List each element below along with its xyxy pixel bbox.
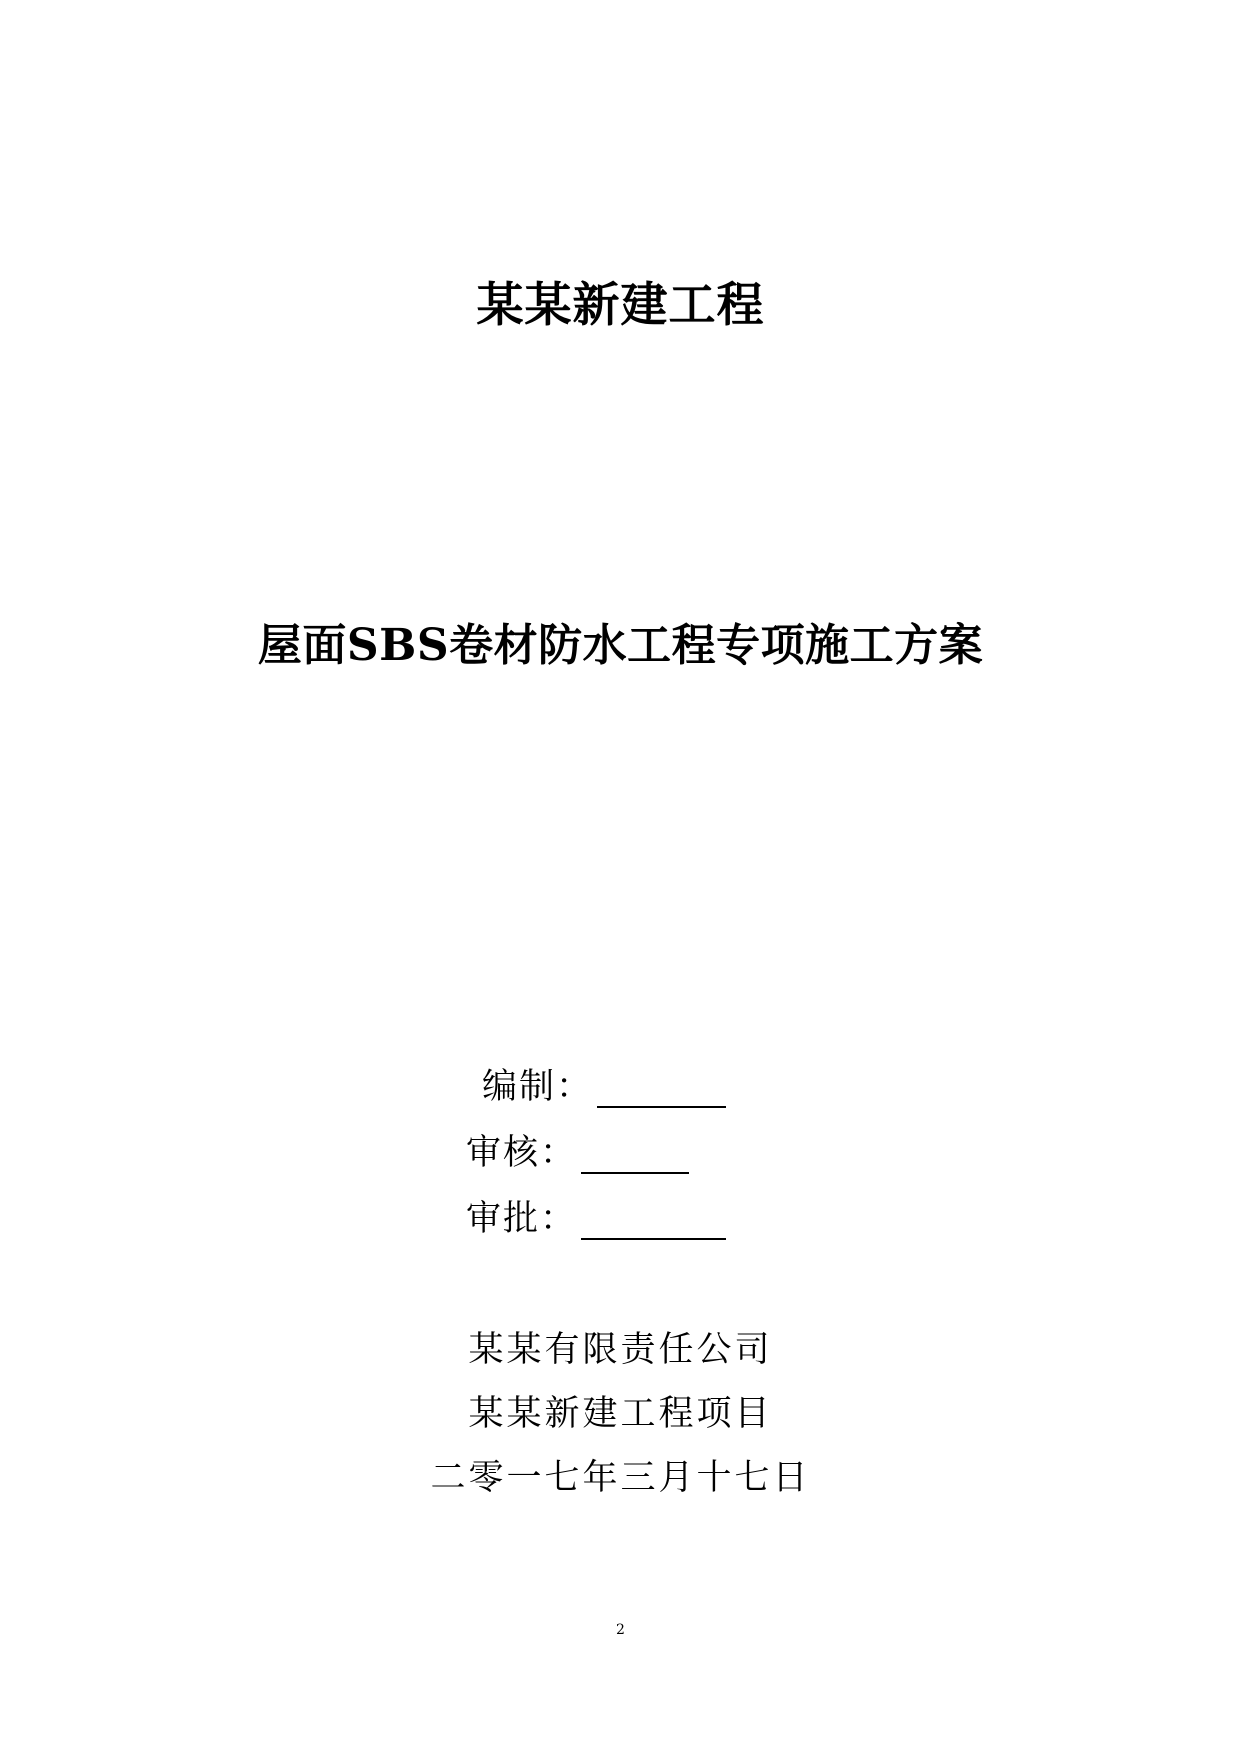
- signature-row-approve: [466, 1194, 866, 1260]
- signature-label-compile: 编制：: [482, 1067, 594, 1107]
- organization-name: 某某有限责任公司: [468, 1330, 773, 1370]
- document-title: 屋面SBS卷材防水工程专项施工方案: [257, 620, 984, 671]
- signature-row-review: [466, 1128, 866, 1194]
- document-date: 二零一七年三月十七日: [430, 1458, 811, 1498]
- signature-label-approve: 审批：: [466, 1199, 578, 1239]
- project-name: 某某新建工程项目: [468, 1394, 773, 1434]
- signature-line-compile: [597, 1106, 726, 1108]
- signature-block: [466, 1062, 866, 1260]
- signature-line-review: [581, 1172, 689, 1174]
- project-title: 某某新建工程: [476, 278, 765, 333]
- signature-row-compile: [466, 1062, 866, 1128]
- signature-label-review: 审核：: [466, 1133, 578, 1173]
- page-number: 2: [616, 1622, 625, 1638]
- signature-line-approve: [581, 1238, 726, 1240]
